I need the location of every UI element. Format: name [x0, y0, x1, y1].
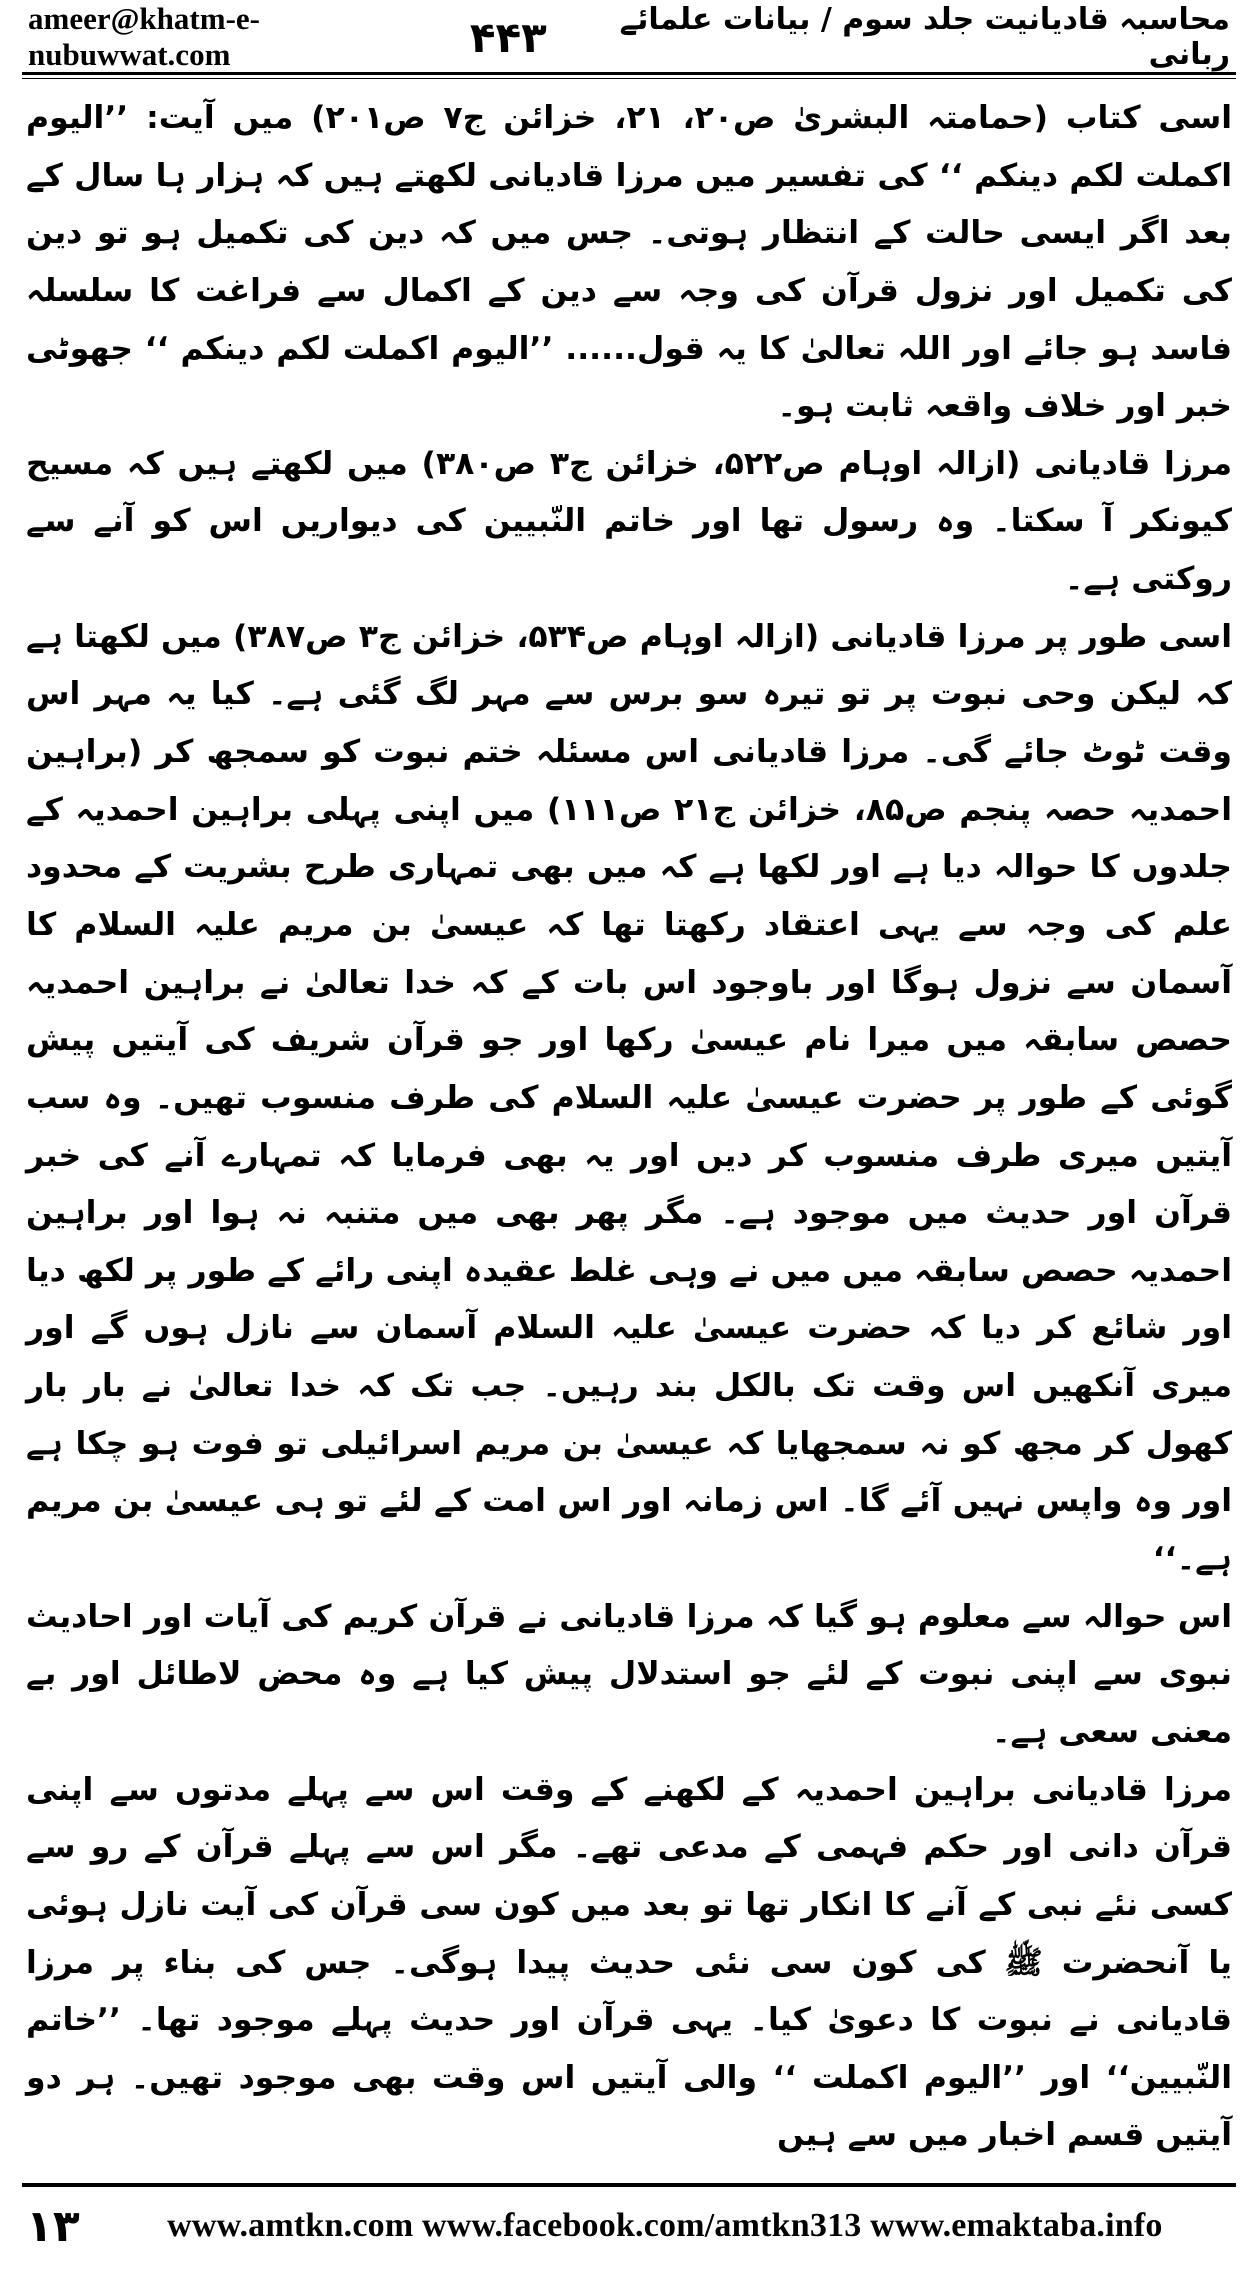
paragraph-4: اس حوالہ سے معلوم ہو گیا کہ مرزا قادیانی نے قرآن کریم کی آیات اور احادیث نبوی سے اپنی نبوت کے لئے جو استدلال پیش کیا ہے وہ محض لاطائل اور بے معنی سعی ہے۔ — [26, 1598, 1232, 1750]
header-left-group — [28, 1, 547, 73]
page-footer — [22, 2195, 1236, 2257]
header-email: ameer@khatm-e-nubuwwat.com — [28, 1, 260, 72]
page-body — [26, 90, 1232, 2174]
page-header — [28, 1, 1230, 72]
paragraph-2: مرزا قادیانی (ازالہ اوہام ص۵۲۲، خزائن ج۳ ص۳۸۰) میں لکھتے ہیں کہ مسیح کیونکر آ سکتا۔ وہ رسول تھا اور خاتم النّبیین کی دیواریں اس کو آنے سے روکتی ہے۔ — [26, 445, 1233, 598]
running-title: محاسبہ قادیانیت جلد سوم / بیانات علمائے ربانی — [619, 2, 1230, 72]
paragraph-3: اسی طور پر مرزا قادیانی (ازالہ اوہام ص۵۳۴، خزائن ج۳ ص۳۸۷) میں لکھتا ہے کہ لیکن وحی نبوت پر تو تیرہ سو برس سے مہر لگ گئی ہے۔ کیا یہ مہر اس وقت ٹوٹ جائے گی۔ مرزا قادیانی اس مسئلہ ختم نبوت کو سمجھ کر (براہین احمدیہ حصہ پنجم ص۸۵، خزائن ج۲۱ ص۱۱۱) میں اپنی پہلی براہین احمدیہ کے جلدوں کا حوالہ دیا ہے اور لکھا ہے کہ میں بھی تمہاری طرح بشریت کے محدود علم کی وجہ سے یہی اعتقاد رکھتا تھا کہ عیسیٰ بن مریم علیہ السلام کا آسمان سے نزول ہوگا اور باوجود اس بات کے کہ خدا تعالیٰ نے براہین احمدیہ حصص سابقہ میں میرا نام عیسیٰ رکھا اور جو قرآن شریف کی آیتیں پیش گوئی کے طور پر حضرت عیسیٰ علیہ السلام کی طرف منسوب تھیں۔ وہ سب آیتیں میری طرف منسوب کر دیں اور یہ بھی فرمایا کہ تمہارے آنے کی خبر قرآن اور حدیث میں موجود ہے۔ مگر پھر بھی میں متنبہ نہ ہوا اور براہین احمدیہ حصص سابقہ میں میں نے وہی غلط عقیدہ اپنی رائے کے طور پر لکھ دیا اور شائع کر دیا کہ حضرت عیسیٰ علیہ السلام آسمان سے نازل ہوں گے اور میری آنکھیں اس وقت تک بالکل بند رہیں۔ جب تک کہ خدا تعالیٰ نے بار بار کھول کر مجھ کو نہ سمجھایا کہ عیسیٰ بن مریم اسرائیلی تو فوت ہو چکا ہے اور وہ واپس نہیں آئے گا۔ اس زمانہ اور اس امت کے لئے تو ہی عیسیٰ بن مریم ہے۔‘‘ — [26, 618, 1233, 1578]
header-rule — [22, 72, 1236, 79]
header-page-number: ۴۴۳ — [469, 12, 547, 62]
paragraph-1: اسی کتاب (حمامتہ البشریٰ ص۲۰، ۲۱، خزائن ج۷ ص۲۰۱) میں آیت: ’’الیوم اکملت لکم دینکم ‘‘ کی تفسیر میں مرزا قادیانی لکھتے ہیں کہ ہزار ہا سال کے بعد اگر ایسی حالت کے انتظار ہوتی۔ جس میں کہ دین کی تکمیل ہو تو دین کی تکمیل اور نزول قرآن کی وجہ سے دین کے اکمال سے فراغت کا سلسلہ فاسد ہو جائے اور اللہ تعالیٰ کا یہ قول...... ’’الیوم اکملت لکم دینکم ‘‘ جھوٹی خبر اور خلاف واقعہ ثابت ہو۔ — [26, 100, 1233, 425]
footer-page-number: ۱۳ — [22, 2201, 94, 2252]
paragraph-5: مرزا قادیانی براہین احمدیہ کے لکھنے کے وقت اس سے پہلے مدتوں سے اپنی قرآن دانی اور حکم فہمی کے مدعی تھے۔ مگر اس سے پہلے قرآن کے رو سے کسی نئے نبی کے آنے کا انکار تھا تو بعد میں کون سی قرآن کی آیت نازل ہوئی یا آنحضرت ﷺ کی کون سی نئی حدیث پیدا ہوگی۔ جس کی بناء پر مرزا قادیانی نے نبوت کا دعویٰ کیا۔ یہی قرآن اور حدیث پہلے موجود تھا۔ ’’خاتم النّبیین‘‘ اور ’’الیوم اکملت ‘‘ والی آیتیں اس وقت بھی موجود تھیں۔ ہر دو آیتیں قسم اخبار میں سے ہیں — [26, 1771, 1232, 2154]
footer-rule — [22, 2183, 1236, 2187]
footer-links: www.amtkn.com www.facebook.com/amtkn313 www.emaktaba.info — [167, 2207, 1163, 2244]
